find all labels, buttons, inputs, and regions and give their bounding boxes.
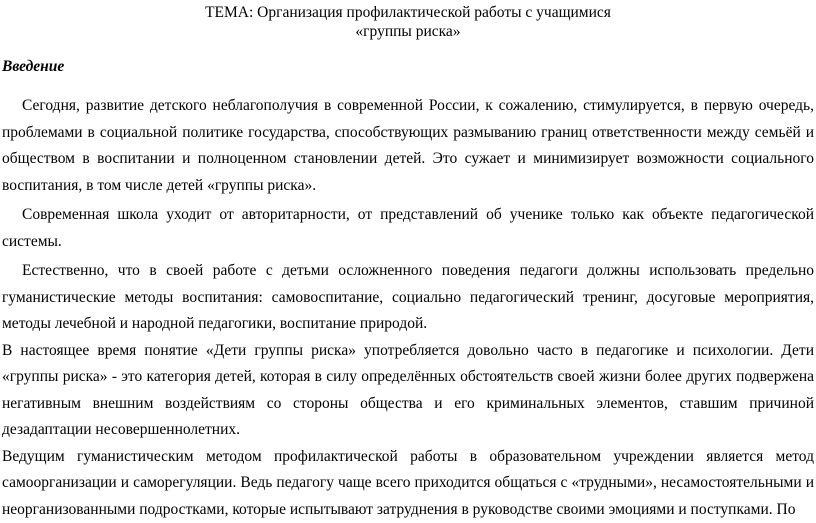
title-line-2: «группы риска»: [355, 23, 461, 40]
paragraph-3: Естественно, что в своей работе с детьми осложненного поведения педагоги должны использовать предельно гуманистические методы воспитания: самовоспитание, социально педагогический тренинг, досуговые мероприятия, методы лечебной и народной педагогики, воспитание природой.: [2, 262, 814, 332]
section-heading: Введение: [2, 58, 65, 75]
document-title: [2, 3, 814, 41]
paragraph-4: В настоящее время понятие «Дети группы риска» употребляется довольно часто в педагогике и психологии. Дети «группы риска» - это категория детей, которая в силу определённых обстоятельств своей жизни более других подвержена негативным внешним воздействиям со стороны общества и его криминальных элементов, ставшим причиной дезадаптации несовершеннолетних.: [2, 341, 814, 438]
paragraph-5: Ведущим гуманистическим методом профилактической работы в образовательном учреждении является метод самоорганизации и саморегуляции. Ведь педагогу чаще всего приходится общаться с «трудными», несамостоятельными и неорганизованными подростками, которые испытывают затруднения в руководстве своими эмоциями и поступками. По: [2, 447, 814, 518]
paragraph-2: Современная школа уходит от авторитарности, от представлений об ученике только как объекте педагогической системы.: [2, 206, 814, 250]
paragraph-1: Сегодня, развитие детского неблагополучия в современной России, к сожалению, стимулируется, в первую очередь, проблемами в социальной политике государства, способствующих размыванию границ ответственности между семьёй и обществом в воспитании и полноценном становлении детей. Это сужает и минимизирует возможности социального воспитания, в том числе детей «группы риска».: [2, 97, 814, 194]
title-line-1: ТЕМА: Организация профилактической работы с учащимися: [205, 4, 611, 21]
